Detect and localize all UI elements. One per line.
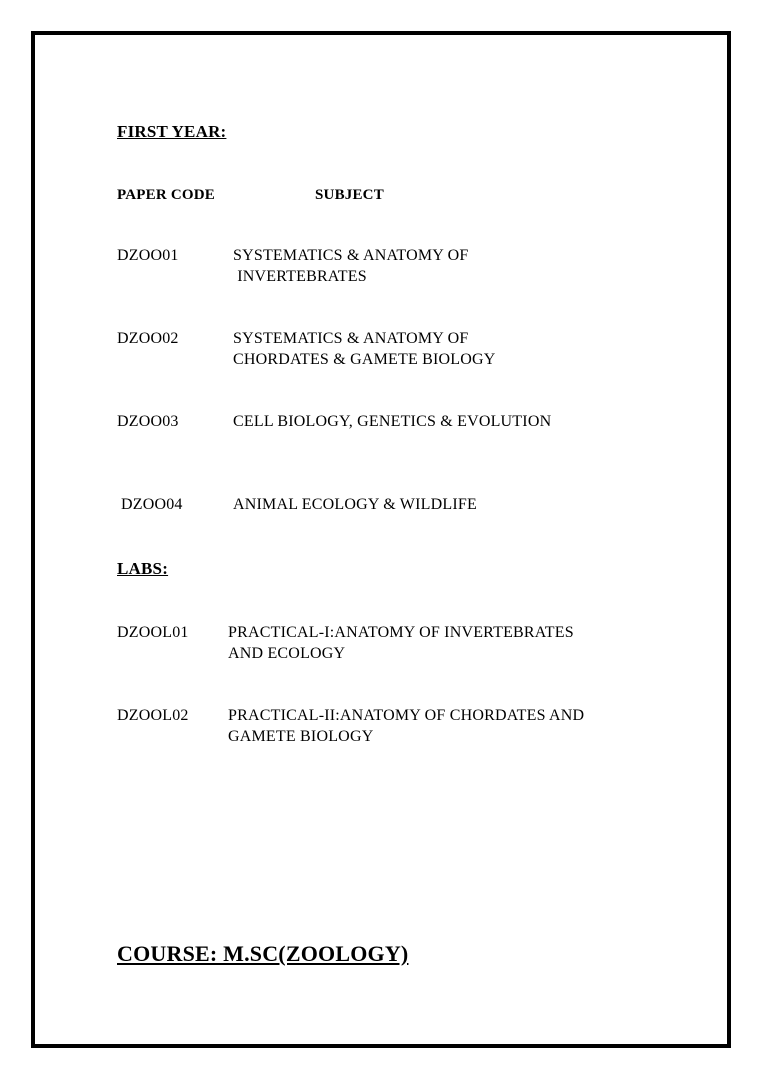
lab-code: DZOOL01 — [117, 624, 189, 641]
paper-code: DZOO04 — [121, 496, 183, 513]
lab-subject — [228, 705, 584, 747]
page-border — [31, 31, 731, 1048]
lab-code: DZOOL02 — [117, 707, 189, 724]
subject-line: ANIMAL ECOLOGY & WILDLIFE — [233, 496, 477, 513]
paper-subject — [233, 245, 469, 287]
paper-code: DZOO01 — [117, 247, 179, 264]
first-year-heading: FIRST YEAR: — [117, 122, 227, 141]
labs-heading: LABS: — [117, 559, 169, 578]
lab-subject — [228, 622, 574, 664]
subject-line: PRACTICAL-II:ANATOMY OF CHORDATES AND — [228, 707, 585, 724]
paper-subject — [233, 411, 551, 432]
paper-code: DZOO03 — [117, 413, 179, 430]
paper-code-column-header: PAPER CODE — [117, 187, 215, 203]
subject-line: INVERTEBRATES — [233, 268, 367, 285]
course-title: COURSE: M.SC(ZOOLOGY) — [117, 941, 409, 966]
subject-line: CHORDATES & GAMETE BIOLOGY — [233, 351, 496, 368]
subject-line: SYSTEMATICS & ANATOMY OF — [233, 330, 469, 347]
subject-column-header: SUBJECT — [315, 187, 384, 203]
paper-subject — [233, 494, 477, 515]
subject-line: CELL BIOLOGY, GENETICS & EVOLUTION — [233, 413, 552, 430]
paper-code: DZOO02 — [117, 330, 179, 347]
paper-subject — [233, 328, 496, 370]
subject-line: GAMETE BIOLOGY — [228, 728, 374, 745]
subject-line: SYSTEMATICS & ANATOMY OF — [233, 247, 469, 264]
subject-line: AND ECOLOGY — [228, 645, 346, 662]
subject-line: PRACTICAL-I:ANATOMY OF INVERTEBRATES — [228, 624, 574, 641]
